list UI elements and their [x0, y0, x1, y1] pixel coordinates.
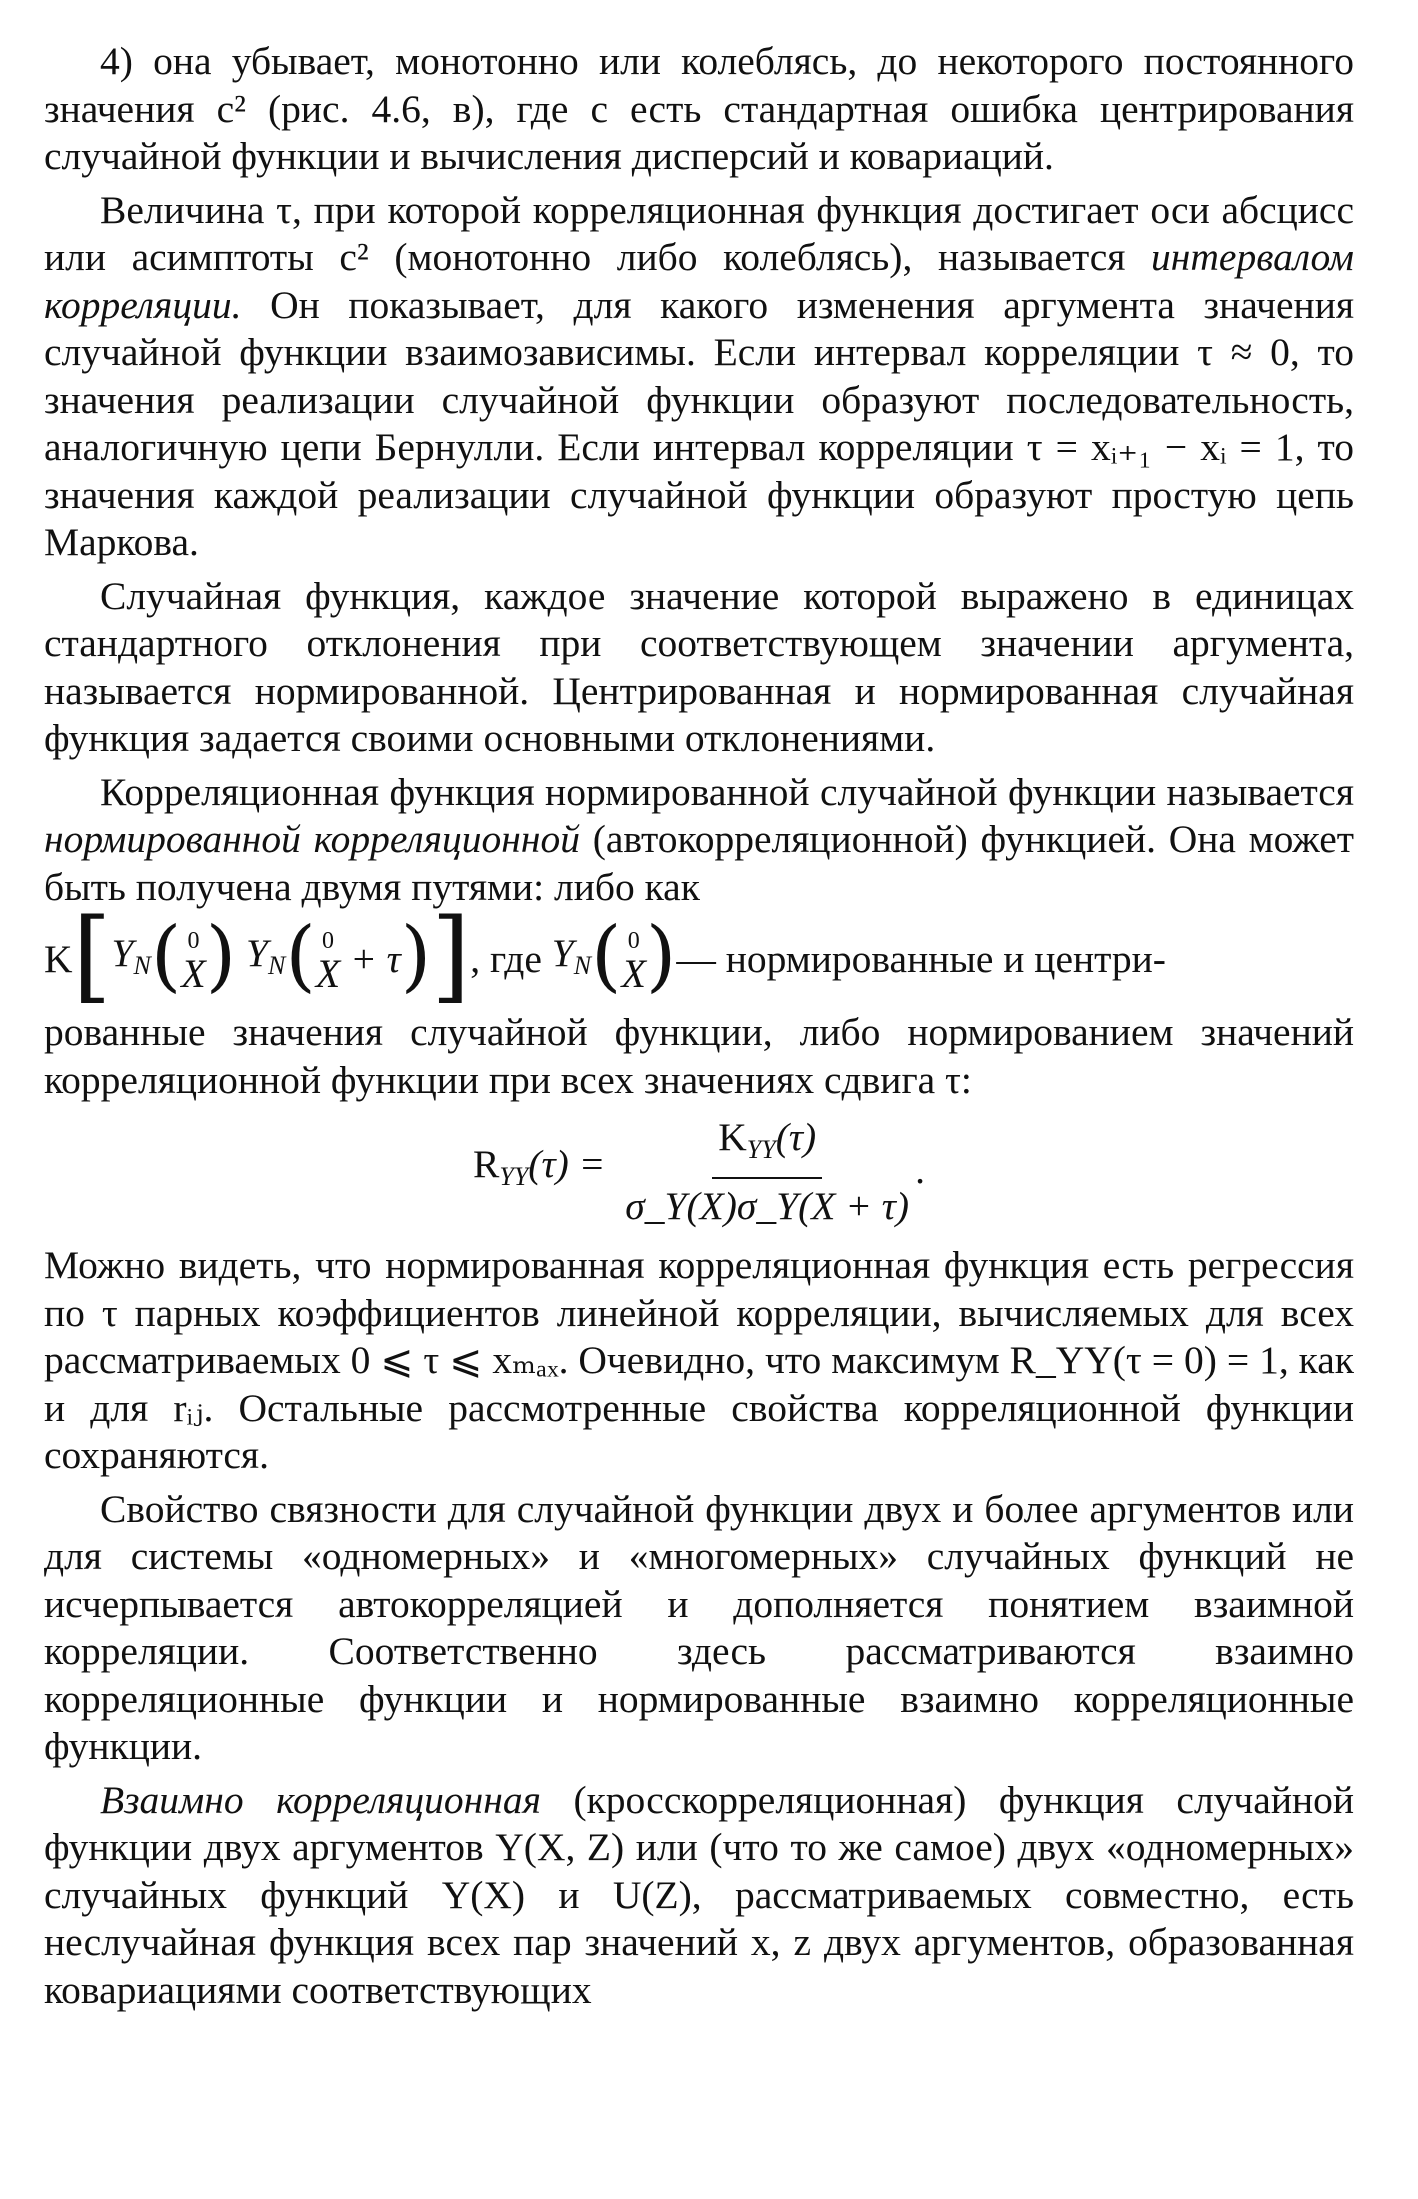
- text-run: Он показывает, для какого изменения аргумента значения случайной функции взаимозависимы. Если интервал корреляции τ ≈ 0, то значения реализации случайной функции образуют последовательность, аналогичную цепи Бернулли. Если интервал корреляции τ = xᵢ₊₁ − xᵢ = 1, то значения каждой реализации случайной функции образуют простую цепь Маркова.: [44, 282, 1354, 564]
- paragraph-continuation: рованные значения случайной функции, либо нормированием значений корреляционной функции при всех значениях сдвига τ:: [44, 1010, 1354, 1102]
- eq-k-sub: YY: [746, 1134, 776, 1164]
- paren-open: (: [591, 911, 622, 1001]
- equation-denominator: σ_Y(X)σ_Y(X + τ): [625, 1183, 910, 1228]
- paren-open: (: [150, 911, 182, 1001]
- text-run: (кросскорреляционная) функция случайной функции двух аргументов Y(X, Z) или (что то же самое) двух «одномерных» случайных функций Y(X) и U(Z), рассматриваемых совместно, есть неслучайная функция всех пар значений x, z двух аргументов, образованная ковариациями соответствующих: [44, 1777, 1354, 2012]
- equation-lhs: [473, 1141, 605, 1201]
- eq-k-arg: (τ): [775, 1114, 817, 1159]
- formula-where: , где: [470, 937, 542, 982]
- document-page: [44, 38, 1354, 2020]
- formula-yn-3: $Y_N$: [541, 931, 592, 981]
- formula-yn-2: $Y_N$: [236, 931, 286, 981]
- paren-open: (: [285, 911, 316, 1001]
- eq-r-sub: YY: [499, 1162, 529, 1192]
- paragraph-regression: Можно видеть, что нормированная корреляционная функция есть регрессия по τ парных коэффициентов линейной корреляции, вычисляемых для всех рассматриваемых 0 ⩽ τ ⩽ xₘₐₓ. Очевидно, что максимум R_YY(τ = 0) = 1, как и для rᵢⱼ. Остальные рассмотренные свойства корреляционной функции сохраняются.: [44, 1243, 1354, 1477]
- paren-close: ): [645, 911, 677, 1001]
- text-run: Корреляционная функция нормированной случайной функции называется: [100, 769, 1354, 814]
- formula-plus-tau: + τ: [340, 937, 401, 982]
- inline-formula-line: [44, 897, 1354, 1014]
- equation-fraction: [619, 1114, 915, 1229]
- equation-period: .: [915, 1148, 925, 1193]
- eq-r-arg: (τ) =: [528, 1142, 606, 1187]
- paragraph-normalized-correlation: [44, 769, 1354, 912]
- eq-r: R: [473, 1142, 500, 1187]
- text-run: (автокорреляционной) функцией. Она может быть получена двумя путями: либо как: [44, 817, 1355, 909]
- display-equation: [44, 1112, 1354, 1230]
- formula-yn: $Y_N$: [111, 931, 151, 981]
- eq-k: K: [718, 1114, 747, 1159]
- term-correlation-interval: интервалом корреляции.: [44, 235, 1354, 327]
- bracket-close: ]: [431, 897, 471, 1014]
- formula-x0-2: 0 X: [621, 928, 646, 996]
- paren-close: ): [400, 911, 432, 1001]
- formula-x0: 0 X: [181, 928, 206, 996]
- formula-x0-shift: 0 X: [315, 928, 341, 996]
- formula-tail: — нормированные и центри-: [676, 937, 1166, 982]
- paragraph-correlation-interval: [44, 187, 1354, 567]
- paragraph-normalized-function: Случайная функция, каждое значение которой выражено в единицах стандартного отклонения при соответствующем значении аргумента, называется нормированной. Центрированная и нормированная случайная функция задается своими основными отклонениями.: [44, 573, 1354, 760]
- paren-close: ): [205, 911, 237, 1001]
- text-run: Величина τ, при которой корреляционная функция достигает оси абсцисс или асимптоты c² (монотонно либо колеблясь), называется: [44, 187, 1354, 279]
- formula-k: K: [44, 937, 73, 982]
- term-cross-correlation: Взаимно корреляционная: [100, 1777, 541, 1822]
- term-normalized-correlation: нормированной корреляционной: [44, 817, 580, 861]
- paragraph-connectivity: Свойство связности для случайной функции двух и более аргументов или для системы «одномерных» и «многомерных» случайных функций не исчерпывается автокорреляцией и дополняется понятием взаимной корреляции. Соответственно здесь рассматриваются взаимно корреляционные функции и нормированные взаимно корреляционные функции.: [44, 1486, 1354, 1768]
- paragraph-property-4: 4) она убывает, монотонно или колеблясь, до некоторого постоянного значения c² (рис. 4.6, в), где c есть стандартная ошибка центрирования случайной функции и вычисления дисперсий и ковариаций.: [44, 39, 1354, 178]
- paragraph-cross-correlation: [44, 1777, 1354, 2015]
- equation-numerator: [712, 1114, 822, 1179]
- bracket-open: [: [72, 897, 112, 1014]
